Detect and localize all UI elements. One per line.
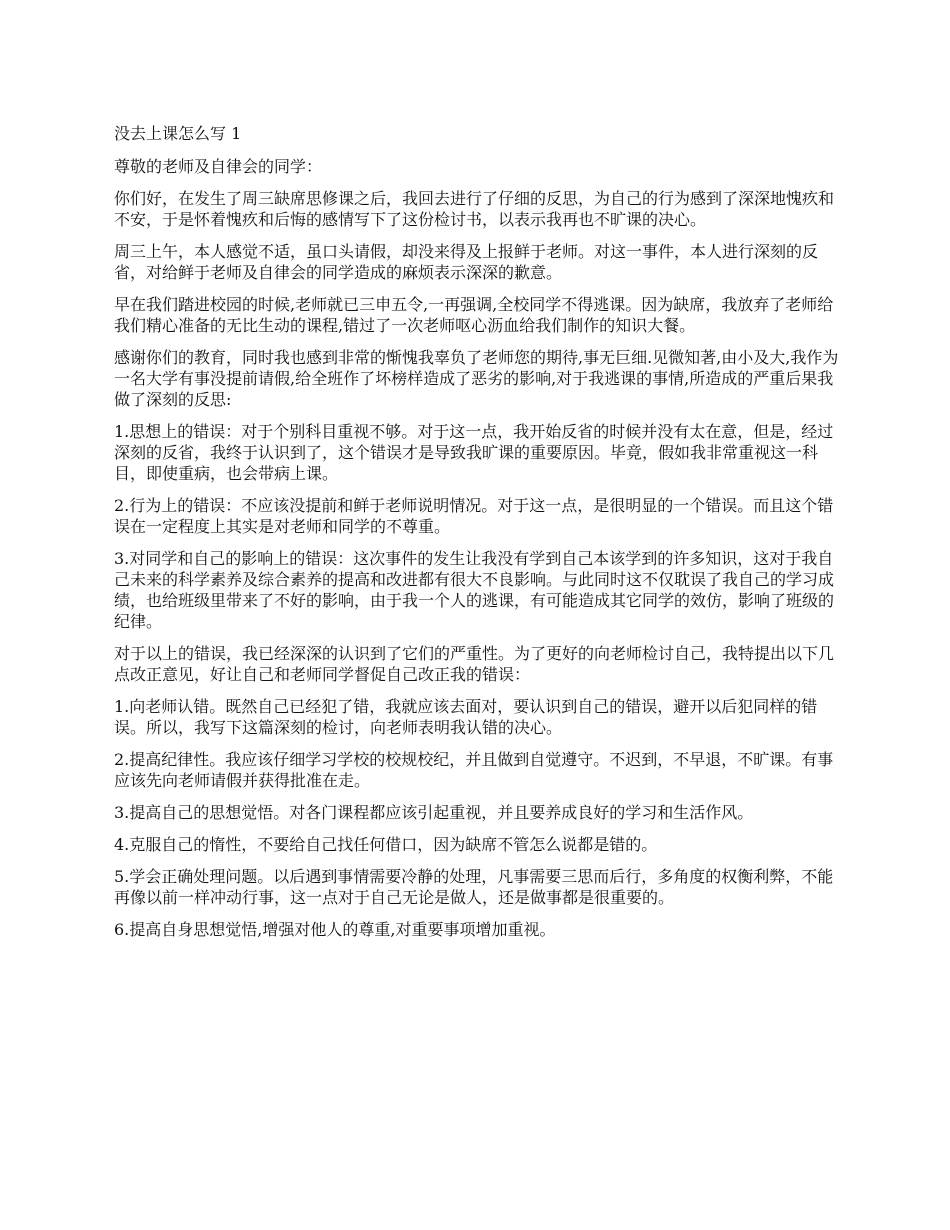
correction-item-3: 3.提高自己的思想觉悟。对各门课程都应该引起重视，并且要养成良好的学习和生活作风。 (114, 803, 754, 822)
correction-item-2: 2.提高纪律性。我应该仔细学习学校的校规校纪，并且做到自觉遵守。不迟到，不早退，不旷课。有事应该先向老师请假并获得批准在走。 (114, 750, 834, 790)
paragraph-reflection: 感谢你们的教育，同时我也感到非常的惭愧我辜负了老师您的期待,事无巨细.见微知著,由小及大,我作为一名大学有事没提前请假,给全班作了坏榜样造成了恶劣的影响,对于我逃课的事情,所造成的严重后果我做了深刻的反思: (114, 348, 839, 409)
error-item-1: 1.思想上的错误：对于个别科目重视不够。对于这一点，我开始反省的时候并没有太在意，但是，经过深刻的反省，我终于认识到了，这个错误才是导致我旷课的重要原因。毕竟，假如我非常重视这一科目，即使重病，也会带病上课。 (114, 422, 834, 483)
paragraph-corrections-intro: 对于以上的错误，我已经深深的认识到了它们的严重性。为了更好的向老师检讨自己，我特提出以下几点改正意见，好让自己和老师同学督促自己改正我的错误： (114, 644, 835, 684)
document-page (114, 123, 840, 951)
error-item-3: 3.对同学和自己的影响上的错误：这次事件的发生让我没有学到自己本该学到的许多知识，这对于我自己未来的科学素养及综合素养的提高和改进都有很大不良影响。与此同时这不仅耽误了我自己的学习成绩，也给班级里带来了不好的影响，由于我一个人的逃课，有可能造成其它同学的效仿，影响了班级的纪律。 (114, 549, 835, 631)
paragraph-incident: 周三上午，本人感觉不适，虽口头请假，却没来得及上报鲜于老师。对这一事件，本人进行深刻的反省，对给鲜于老师及自律会的同学造成的麻烦表示深深的歉意。 (114, 242, 819, 282)
correction-item-5: 5.学会正确处理问题。以后遇到事情需要冷静的处理，凡事需要三思而后行，多角度的权衡利弊，不能再像以前一样冲动行事，这一点对于自己无论是做人，还是做事都是很重要的。 (114, 867, 834, 907)
paragraph-school-rules: 早在我们踏进校园的时候,老师就已三申五令,一再强调,全校同学不得逃课。因为缺席，我放弃了老师给我们精心准备的无比生动的课程,错过了一次老师呕心沥血给我们制作的知识大餐。 (114, 295, 834, 335)
salutation: 尊敬的老师及自律会的同学： (114, 157, 323, 176)
document-title: 没去上课怎么写 1 (114, 124, 242, 143)
error-item-2: 2.行为上的错误：不应该没提前和鲜于老师说明情况。对于这一点，是很明显的一个错误。而且这个错误在一定程度上其实是对老师和同学的不尊重。 (114, 496, 834, 536)
correction-item-1: 1.向老师认错。既然自己已经犯了错，我就应该去面对，要认识到自己的错误，避开以后犯同样的错误。所以，我写下这篇深刻的检讨，向老师表明我认错的决心。 (114, 697, 818, 737)
correction-item-6: 6.提高自身思想觉悟,增强对他人的尊重,对重要事项增加重视。 (114, 920, 556, 939)
correction-item-4: 4.克服自己的惰性，不要给自己找任何借口，因为缺席不管怎么说都是错的。 (114, 835, 658, 854)
paragraph-greeting: 你们好，在发生了周三缺席思修课之后，我回去进行了仔细的反思，为自己的行为感到了深深地愧疚和不安，于是怀着愧疚和后悔的感情写下了这份检讨书，以表示我再也不旷课的决心。 (114, 189, 835, 229)
